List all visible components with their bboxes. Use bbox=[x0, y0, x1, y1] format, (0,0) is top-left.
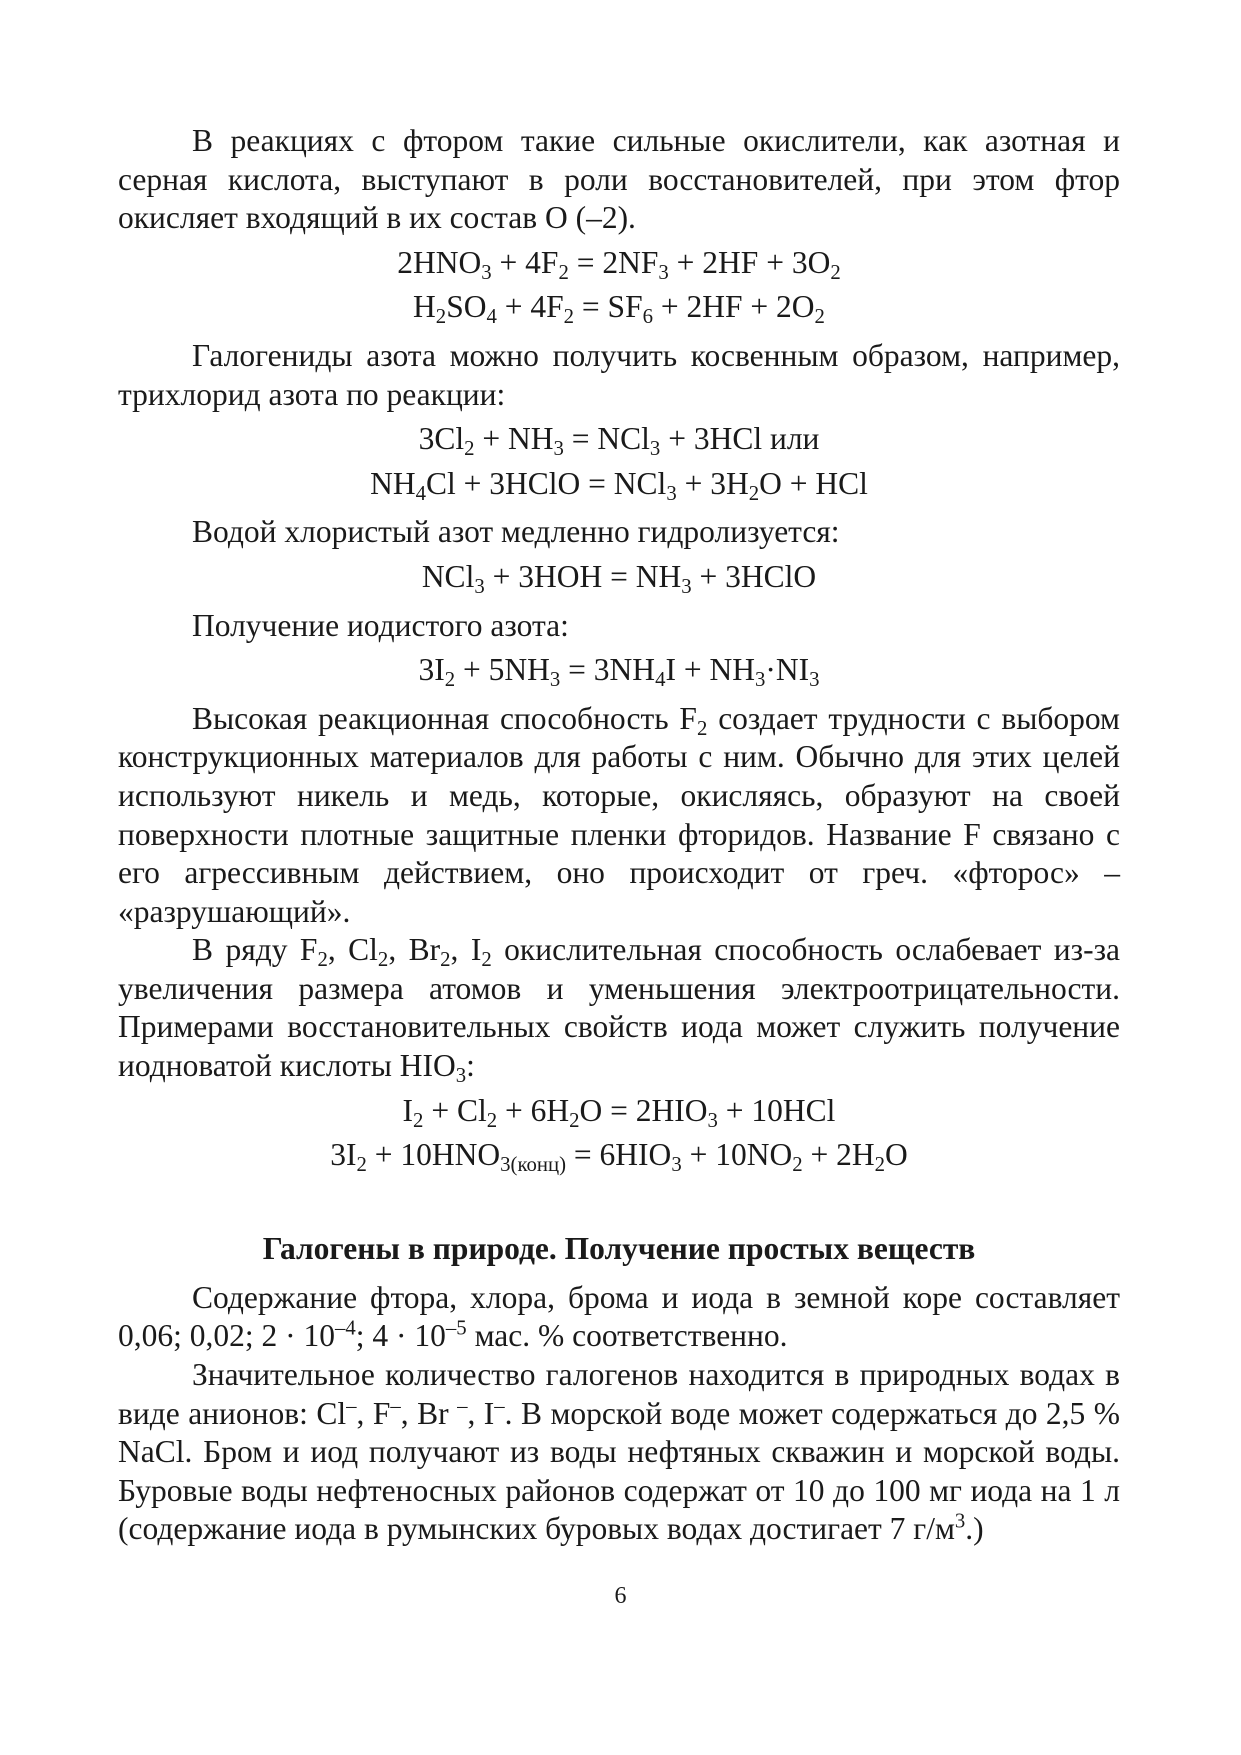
page-number: 6 bbox=[614, 1583, 627, 1609]
paragraph-f2-reactivity: Высокая реакционная способность $F_2$ создает трудности с выбором конструкционных материалов для работы с ним. Обычно для этих целей используют никель и медь, которые, окисляясь, образуют на своей поверхности плотные защитные пленки фторидов. Название F связано с его агрессивным действием, оно происходит от греч. «фторос» – «разрушающий». bbox=[118, 700, 1120, 929]
equation-nh4cl-hclo: $NH_4Cl$ + 3HClO = $NCl_3 + 3H_2O$ + HCl bbox=[370, 465, 868, 505]
equation-block-1 bbox=[118, 244, 1120, 327]
equation-block-5 bbox=[118, 1092, 1120, 1175]
equation-ncl3-hydrolysis: $NCl_3 + 3HOH = NH_3$ + 3HClO bbox=[421, 558, 817, 599]
paragraph-nitrogen-halides: Галогениды азота можно получить косвенным образом, например, трихлорид азота по реакции: bbox=[118, 337, 1120, 412]
paragraph-fluorine-oxidizers: В реакциях с фтором такие сильные окислители, как азотная и серная кислота, выступают в роли восстановителей, при этом фтор окисляет входящий в их состав О (–2). bbox=[118, 123, 1120, 236]
equation-hno3-f2: $2HNO_3 + 4F_2 = 2NF_3 + 2HF + 3O_2$ bbox=[397, 244, 841, 285]
section-heading: Галогены в природе. Получение простых веществ bbox=[262, 1230, 976, 1266]
equation-i2-hno3: $3I_2 + 10HNO_{3(конц)} = 6HIO_3 + 10NO_2 + 2H_2O$ bbox=[330, 1137, 908, 1177]
paragraph-crust-content: Содержание фтора, хлора, брома и иода в земной коре составляет 0,06; 0,02; $2 \cdot 10^{-4}$; $4 \cdot 10^{-5}$ мас. % соответственно. bbox=[118, 1279, 1120, 1354]
equation-cl2-nh3: $3Cl_2 + NH_3 = NCl_3 + 3HCl$ или bbox=[418, 421, 820, 461]
paragraph-natural-waters: Значительное количество галогенов находится в природных водах в виде анионов: Cl–, F–, Br –, I–. В морской воде может содержаться до 2,5 % NaCl. Бром и иод получают из воды нефтяных скважин и морской воды. Буровые воды нефтеносных районов содержат от 10 до 100 мг иода на 1 л (содержание иода в румынских буровых водах достигает 7 $г/м^3$.) bbox=[118, 1357, 1120, 1547]
equation-i2-nh3: $3I_2 + 5NH_3 = 3NH_4I + NH_3\cdot NI_3$ bbox=[418, 652, 820, 692]
paragraph-halogen-series: В ряду $F_2$, $Cl_2$, $Br_2$, $I_2$ окислительная способность ослабевает из-за увеличения размера атомов и уменьшения электроотрицательности. Примерами восстановительных свойств иода может служить получение иодноватой кислоты $HIO_3$: bbox=[118, 932, 1120, 1088]
equation-h2so4-f2: $H_2SO_4 + 4F_2 = SF_6 + 2HF + 2O_2$ bbox=[413, 289, 825, 329]
equation-block-2 bbox=[118, 420, 1120, 503]
equation-block-3 bbox=[118, 558, 1120, 597]
paragraph-hydrolysis: Водой хлористый азот медленно гидролизуется: bbox=[192, 514, 840, 550]
equation-i2-cl2: $I_2 + Cl_2 + 6H_2O = 2HIO_3 + 10HCl$ bbox=[402, 1092, 836, 1132]
paragraph-iodine-nitride: Получение иодистого азота: bbox=[192, 607, 569, 643]
equation-block-4 bbox=[118, 651, 1120, 690]
